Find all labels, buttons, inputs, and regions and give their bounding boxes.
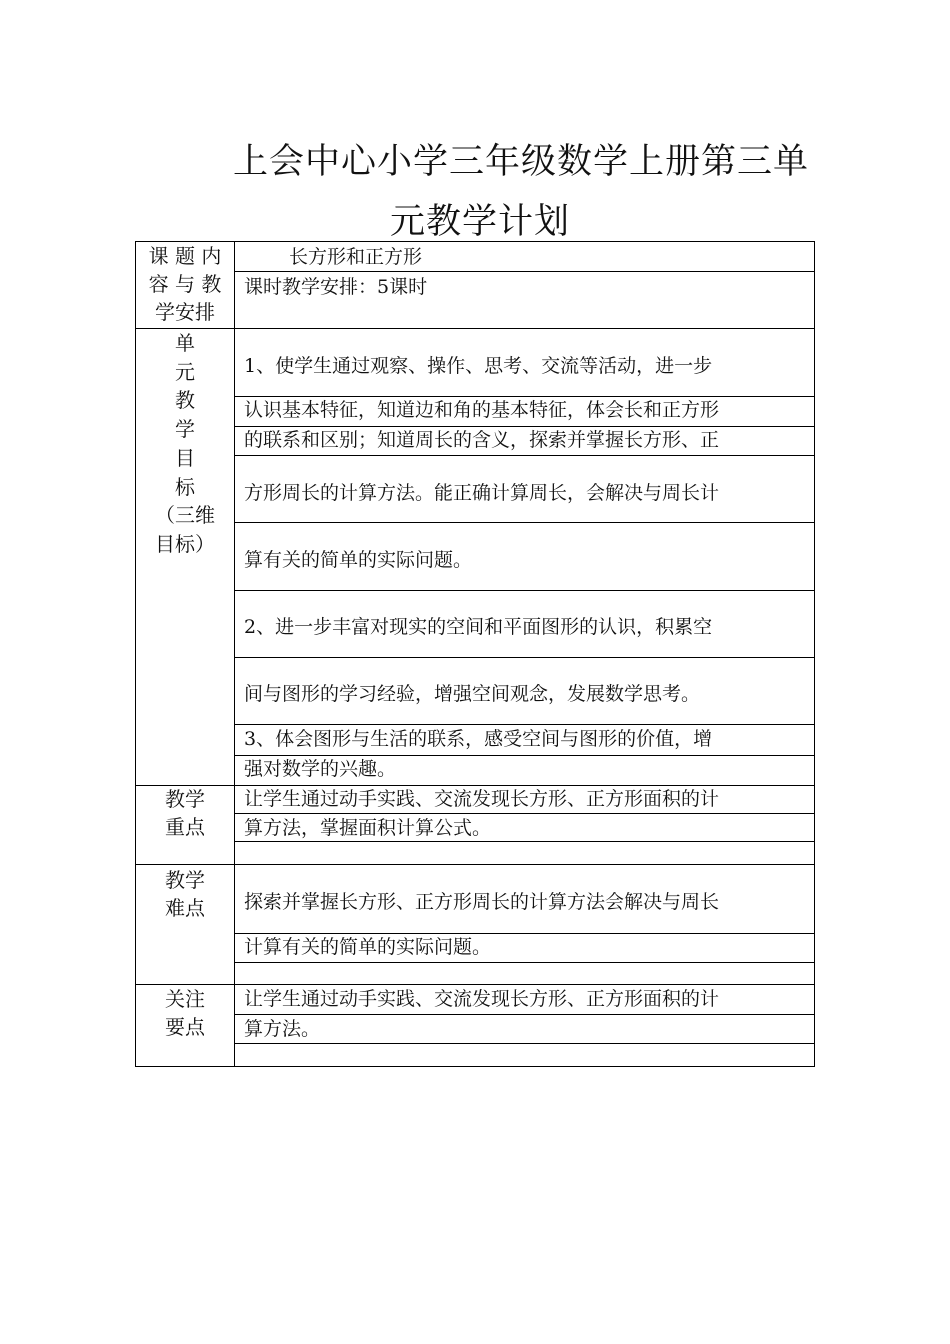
label-line: 学安排 <box>155 300 215 324</box>
section-border <box>136 864 814 865</box>
label-difficulties <box>136 866 234 922</box>
topic-text: 长方形和正方形 <box>289 246 423 268</box>
document-title-line-1: 上会中心小学三年级数学上册第三单 <box>233 142 810 182</box>
key-point-line: 算方法，掌握面积计算公式。 <box>244 817 492 839</box>
label-line: 难点 <box>165 896 205 920</box>
focus-line: 算方法。 <box>244 1018 321 1040</box>
schedule-text: 课时教学安排：5课时 <box>244 276 428 298</box>
label-line: 容 与 教 <box>148 272 222 296</box>
row-border <box>234 455 814 456</box>
objective-line: 强对数学的兴趣。 <box>244 758 397 780</box>
row-border <box>234 1043 814 1044</box>
objective-line: 认识基本特征，知道边和角的基本特征，体会长和正方形 <box>244 399 720 421</box>
difficulty-line: 探索并掌握长方形、正方形周长的计算方法会解决与周长 <box>244 891 720 913</box>
label-unit-objectives <box>136 329 234 559</box>
label-line: 目 <box>175 445 195 470</box>
focus-line: 让学生通过动手实践、交流发现长方形、正方形面积的计 <box>244 988 720 1010</box>
label-key-points <box>136 785 234 841</box>
label-line: 教学 <box>165 868 205 892</box>
objective-line: 方形周长的计算方法。能正确计算周长，会解决与周长计 <box>244 482 720 504</box>
row-border <box>234 1014 814 1015</box>
label-content-arrangement <box>136 242 234 326</box>
objective-line: 算有关的简单的实际问题。 <box>244 549 473 571</box>
label-line: 要点 <box>165 1015 205 1039</box>
objective-line: 3、体会图形与生活的联系，感受空间与图形的价值，增 <box>244 728 713 750</box>
objective-line: 1、使学生通过观察、操作、思考、交流等活动，进一步 <box>244 355 713 377</box>
label-line: 教 <box>175 388 195 413</box>
label-line: 学 <box>175 417 195 442</box>
label-line: 重点 <box>165 815 205 839</box>
key-point-line: 让学生通过动手实践、交流发现长方形、正方形面积的计 <box>244 788 720 810</box>
label-line: 教学 <box>165 787 205 811</box>
objective-line: 2、进一步丰富对现实的空间和平面图形的认识，积累空 <box>244 616 713 638</box>
label-line: 目标） <box>155 531 215 556</box>
label-line: 课 题 内 <box>148 244 222 268</box>
label-line: 元 <box>175 359 195 384</box>
difficulty-line: 计算有关的简单的实际问题。 <box>244 936 492 958</box>
objective-line: 的联系和区别；知道周长的含义，探索并掌握长方形、正 <box>244 429 720 451</box>
label-line: 关注 <box>165 987 205 1011</box>
document-title-line-2: 元教学计划 <box>390 202 571 242</box>
row-border <box>234 657 814 658</box>
label-focus <box>136 985 234 1041</box>
row-border <box>234 522 814 523</box>
objective-line: 间与图形的学习经验，增强空间观念，发展数学思考。 <box>244 683 701 705</box>
row-border <box>234 962 814 963</box>
label-line: 标 <box>175 474 195 499</box>
section-border <box>136 328 814 329</box>
label-line: （三维 <box>155 503 215 528</box>
teaching-plan-table <box>135 241 815 1067</box>
row-border <box>234 590 814 591</box>
label-line: 单 <box>175 331 195 355</box>
column-divider <box>234 242 235 1066</box>
